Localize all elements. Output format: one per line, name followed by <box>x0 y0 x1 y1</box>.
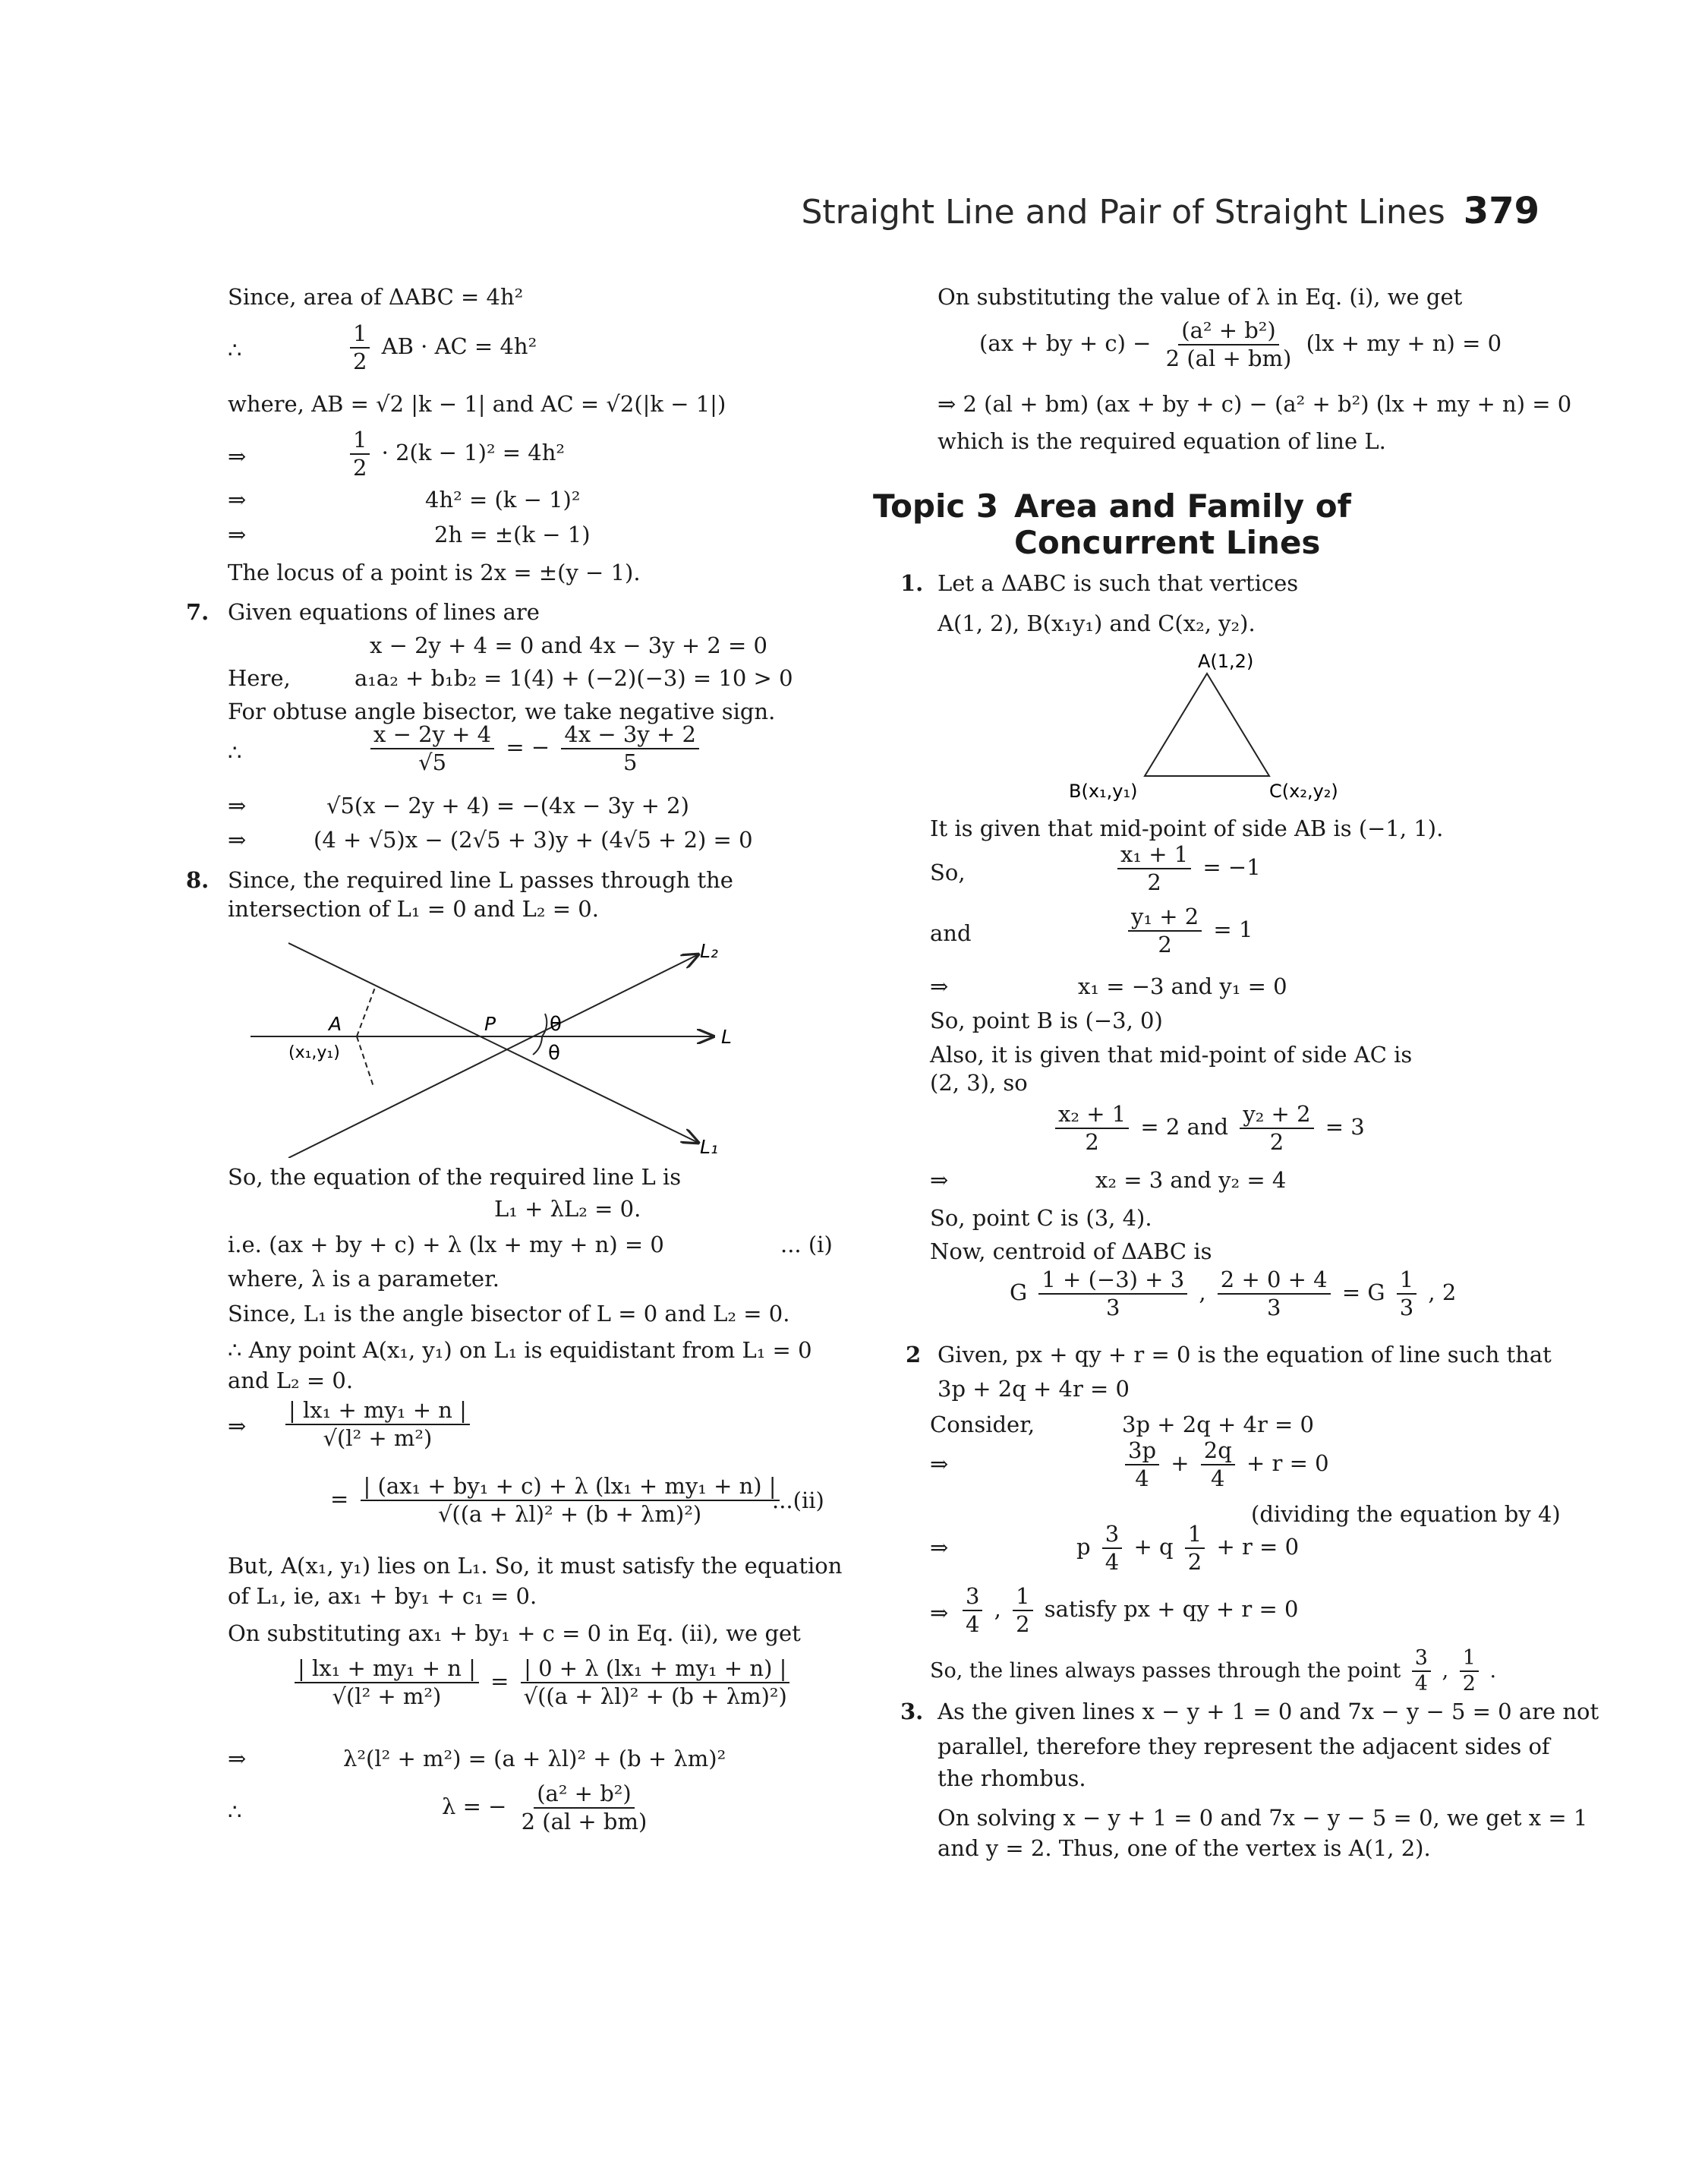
topic-label: Topic 3 <box>873 487 999 525</box>
text-line: of L₁, ie, ax₁ + by₁ + c₁ = 0. <box>228 1583 537 1609</box>
equation: $\frac{\text{y₁ + 2}}{2}$ = 1 <box>1123 904 1253 958</box>
implies-symbol: ⇒ <box>228 1413 247 1439</box>
page-number: 379 <box>1463 190 1539 232</box>
vertex-b-label: B(x₁,y₁) <box>1069 781 1138 802</box>
label-theta-bottom: θ <box>548 1042 560 1065</box>
text-line: On solving x − y + 1 = 0 and 7x − y − 5 = 0, we get x = 1 <box>938 1805 1588 1831</box>
equation: i.e. (ax + by + c) + λ (lx + my + n) = 0 <box>228 1232 664 1257</box>
angle-arc-bottom <box>533 1036 542 1055</box>
equation: $\frac{1}{2}$ · 2(k − 1)² = 4h² <box>345 427 565 481</box>
equation: (ax + by + c) − $\frac{\text{(a² + b²)}}{2 (al + bm)}$ (lx + my + n) = 0 <box>979 317 1502 371</box>
text-line: ∴ Any point A(x₁, y₁) on L₁ is equidistant from L₁ = 0 <box>228 1337 812 1363</box>
fraction: $\frac{x - 2y + 4}{√5}$ <box>370 721 494 776</box>
label-l1: L₁ <box>700 1136 718 1158</box>
question-number: 7. <box>186 599 210 625</box>
text-line: and y = 2. Thus, one of the vertex is A(1, 2). <box>938 1835 1431 1861</box>
vertex-c-label: C(x₂,y₂) <box>1269 781 1338 802</box>
text-line: Given equations of lines are <box>228 599 540 625</box>
equation: 4h² = (k − 1)² <box>425 487 581 513</box>
implies-symbol: ⇒ <box>930 1535 949 1560</box>
text-line: (dividing the equation by 4) <box>1251 1501 1561 1527</box>
fraction: $\frac{\text{| 0 + λ (lx₁ + my₁ + n) |}}{\text{√((a + λl)² + (b + λm)²)}}$ <box>521 1655 790 1710</box>
lines-diagram <box>251 930 767 1158</box>
equation: √5(x − 2y + 4) = −(4x − 3y + 2) <box>326 793 689 819</box>
fraction: $\frac{1}{2}$ <box>350 320 370 375</box>
fraction: $\frac{1}{2}$ <box>1185 1521 1205 1576</box>
label-a: A <box>329 1013 342 1035</box>
fraction: $\frac{2q}{4}$ <box>1201 1437 1235 1492</box>
text-line: Here, <box>228 665 291 691</box>
question-number: 8. <box>186 867 210 893</box>
fraction: $\frac{\text{x₂ + 1}}{2}$ <box>1055 1101 1129 1156</box>
implies-symbol: ⇒ <box>228 443 247 469</box>
equation: So, the lines always passes through the point $\frac{3}{4}$ , $\frac{1}{2}$ . <box>930 1646 1497 1696</box>
label-theta-top: θ <box>550 1013 562 1036</box>
fraction: $\frac{1}{2}$ <box>1013 1583 1032 1638</box>
question-number: 2 <box>906 1342 922 1368</box>
fraction: $\frac{3}{4}$ <box>963 1583 982 1638</box>
implies-symbol: ⇒ <box>930 1167 949 1193</box>
equation-tag: ... (i) <box>780 1232 833 1257</box>
equation: $\frac{3}{4}$ , $\frac{1}{2}$ satisfy px + qy + r = 0 <box>958 1583 1299 1638</box>
text-line: parallel, therefore they represent the adjacent sides of <box>938 1733 1550 1759</box>
text-line: Since, L₁ is the angle bisector of L = 0 and L₂ = 0. <box>228 1301 790 1327</box>
implies-symbol: ⇒ <box>228 1746 247 1771</box>
equation: p $\frac{3}{4}$ + q $\frac{1}{2}$ + r = 0 <box>1076 1521 1300 1575</box>
implies-symbol: ⇒ <box>228 793 247 819</box>
fraction: $\frac{3}{4}$ <box>1412 1646 1431 1697</box>
therefore-symbol: ∴ <box>228 337 242 363</box>
implies-symbol: ⇒ <box>930 1600 949 1626</box>
text-line: Since, the required line L passes through the <box>228 867 733 893</box>
equation: λ = − $\frac{\text{(a² + b²)}}{2 (al + bm)}$ <box>442 1781 654 1835</box>
label-a-coords: (x₁,y₁) <box>288 1043 340 1062</box>
text-line: As the given lines x − y + 1 = 0 and 7x − y − 5 = 0 are not <box>938 1699 1599 1724</box>
equation: x₂ = 3 and y₂ = 4 <box>1095 1167 1287 1193</box>
equation <box>281 1397 474 1452</box>
implies-symbol: ⇒ <box>228 827 247 853</box>
fraction: $\frac{3}{4}$ <box>1102 1521 1122 1576</box>
question-number: 3. <box>900 1699 924 1724</box>
line-l1 <box>288 943 698 1143</box>
triangle-abc <box>1145 674 1269 776</box>
label-l: L <box>721 1026 732 1048</box>
topic-heading-line2: Concurrent Lines <box>1014 524 1321 561</box>
equation: G $\frac{1 + (-3) + 3}{3}$ , $\frac{2 + 0 + 4}{3}$ = G $\frac{1}{3}$ , 2 <box>1010 1267 1457 1320</box>
text-line: Let a ΔABC is such that vertices <box>938 570 1299 596</box>
text-line: So, the equation of the required line L is <box>228 1164 682 1190</box>
equation: ⇒ 2 (al + bm) (ax + by + c) − (a² + b²) (lx + my + n) = 0 <box>938 391 1572 417</box>
topic-heading-line1: Area and Family of <box>1014 487 1351 525</box>
equation: (4 + √5)x − (2√5 + 3)y + (4√5 + 2) = 0 <box>314 827 753 853</box>
text-line: On substituting ax₁ + by₁ + c = 0 in Eq. (ii), we get <box>228 1620 801 1646</box>
text-line: On substituting the value of λ in Eq. (i), we get <box>938 284 1463 310</box>
text-line: But, A(x₁, y₁) lies on L₁. So, it must satisfy the equation <box>228 1553 843 1579</box>
equation: a₁a₂ + b₁b₂ = 1(4) + (−2)(−3) = 10 > 0 <box>355 665 793 691</box>
equation-tag: ...(ii) <box>772 1487 824 1513</box>
text-line: A(1, 2), B(x₁y₁) and C(x₂, y₂). <box>938 610 1256 636</box>
fraction: $\frac{1 + (-3) + 3}{3}$ <box>1038 1267 1187 1321</box>
text-line: which is the required equation of line L. <box>938 428 1386 454</box>
fraction: $\frac{\text{y₁ + 2}}{2}$ <box>1128 904 1202 958</box>
text-line: It is given that mid-point of side AB is (−1, 1). <box>930 815 1444 841</box>
equation: = $\frac{\text{| (ax₁ + by₁ + c) + λ (lx₁ + my₁ + n) |}}{\text{√((a + λl)² + (b + λm)²)}}$ <box>330 1473 784 1528</box>
text-line: Since, area of ΔABC = 4h² <box>228 284 524 310</box>
equation: $\frac{x - 2y + 4}{√5}$ = − $\frac{4x - 3y + 2}{5}$ <box>366 721 704 776</box>
text-line: intersection of L₁ = 0 and L₂ = 0. <box>228 896 599 922</box>
therefore-symbol: ∴ <box>228 1799 242 1825</box>
fraction: $\frac{3p}{4}$ <box>1125 1437 1159 1492</box>
implies-symbol: ⇒ <box>930 1451 949 1477</box>
fraction: $\frac{1}{2}$ <box>1460 1646 1479 1697</box>
fraction: $\frac{4x - 3y + 2}{5}$ <box>561 721 699 776</box>
fraction: $\frac{\text{| lx₁ + my₁ + n |}}{\text{√(l² + m²)}}$ <box>295 1655 479 1710</box>
therefore-symbol: ∴ <box>228 740 242 765</box>
text-line: So, <box>930 860 966 885</box>
chapter-title: Straight Line and Pair of Straight Lines <box>801 193 1445 232</box>
fraction: $\frac{\text{x₁ + 1}}{2}$ <box>1117 841 1191 896</box>
text-line: and L₂ = 0. <box>228 1368 354 1393</box>
text-line: So, point B is (−3, 0) <box>930 1008 1163 1033</box>
text-line: where, AB = √2 |k − 1| and AC = √2(|k − 1|) <box>228 391 726 417</box>
equation: L₁ + λL₂ = 0. <box>494 1196 641 1222</box>
angle-arc-top <box>542 1014 547 1036</box>
text-line: Consider, <box>930 1412 1035 1437</box>
equation: $\frac{3p}{4}$ + $\frac{2q}{4}$ + r = 0 <box>1120 1437 1329 1492</box>
text-line: (2, 3), so <box>930 1070 1028 1096</box>
text-line: For obtuse angle bisector, we take negative sign. <box>228 699 776 724</box>
text-line: Also, it is given that mid-point of side AC is <box>930 1042 1413 1068</box>
equation: $\frac{\text{x₂ + 1}}{2}$ = 2 and $\frac{\text{y₂ + 2}}{2}$ = 3 <box>1051 1101 1365 1156</box>
equation: $\frac{1}{2}$ AB · AC = 4h² <box>345 320 537 375</box>
fraction: $\frac{\text{| (ax₁ + by₁ + c) + λ (lx₁ + my₁ + n) |}}{\text{√((a + λl)² + (b + λm)²)}}$ <box>361 1473 780 1528</box>
fraction: $\frac{\text{(a² + b²)}}{2 (al + bm)}$ <box>521 1781 648 1834</box>
equation: $\frac{\text{| lx₁ + my₁ + n |}}{\text{√(l² + m²)}}$ = $\frac{\text{| 0 + λ (lx₁ + my₁ + n) |}}{\text{√((a + λl)² + (b + λm)²)}}$ <box>290 1655 795 1710</box>
equation: x − 2y + 4 = 0 and 4x − 3y + 2 = 0 <box>370 633 768 658</box>
text-line: The locus of a point is 2x = ±(y − 1). <box>228 560 641 585</box>
fraction: $\frac{\text{(a² + b²)}}{2 (al + bm)}$ <box>1165 317 1292 371</box>
text-line: the rhombus. <box>938 1765 1086 1791</box>
equation: 3p + 2q + 4r = 0 <box>1122 1412 1314 1437</box>
equation: $\frac{\text{x₁ + 1}}{2}$ = −1 <box>1113 841 1261 896</box>
page-header <box>801 190 1539 232</box>
line-l2 <box>288 954 698 1158</box>
fraction: $\frac{\text{y₂ + 2}}{2}$ <box>1240 1101 1313 1156</box>
equation: λ²(l² + m²) = (a + λl)² + (b + λm)² <box>343 1746 726 1771</box>
fraction: $\frac{2 + 0 + 4}{3}$ <box>1218 1267 1331 1321</box>
fraction: $\frac{\text{| lx₁ + my₁ + n |}}{\text{√(l² + m²)}}$ <box>285 1397 470 1452</box>
fraction: $\frac{1}{2}$ <box>350 427 370 481</box>
equation: x₁ = −3 and y₁ = 0 <box>1078 973 1287 999</box>
question-number: 1. <box>900 570 924 596</box>
vertex-a-label: A(1,2) <box>1198 651 1254 672</box>
text-line: So, point C is (3, 4). <box>930 1205 1152 1231</box>
text-line: where, λ is a parameter. <box>228 1266 499 1292</box>
equation: 2h = ±(k − 1) <box>434 522 591 547</box>
equation: 3p + 2q + 4r = 0 <box>938 1376 1130 1402</box>
label-l2: L₂ <box>700 940 718 962</box>
perpendicular-to-l2 <box>357 986 376 1036</box>
label-p: P <box>484 1013 496 1035</box>
implies-symbol: ⇒ <box>228 487 247 513</box>
fraction: $\frac{1}{3}$ <box>1397 1267 1417 1321</box>
text-line: Given, px + qy + r = 0 is the equation of line such that <box>938 1342 1552 1368</box>
perpendicular-to-l <box>357 1036 373 1087</box>
text-line: Now, centroid of ΔABC is <box>930 1238 1212 1264</box>
implies-symbol: ⇒ <box>930 973 949 999</box>
implies-symbol: ⇒ <box>228 522 247 547</box>
text-line: and <box>930 920 972 946</box>
triangle-diagram <box>1055 642 1359 805</box>
